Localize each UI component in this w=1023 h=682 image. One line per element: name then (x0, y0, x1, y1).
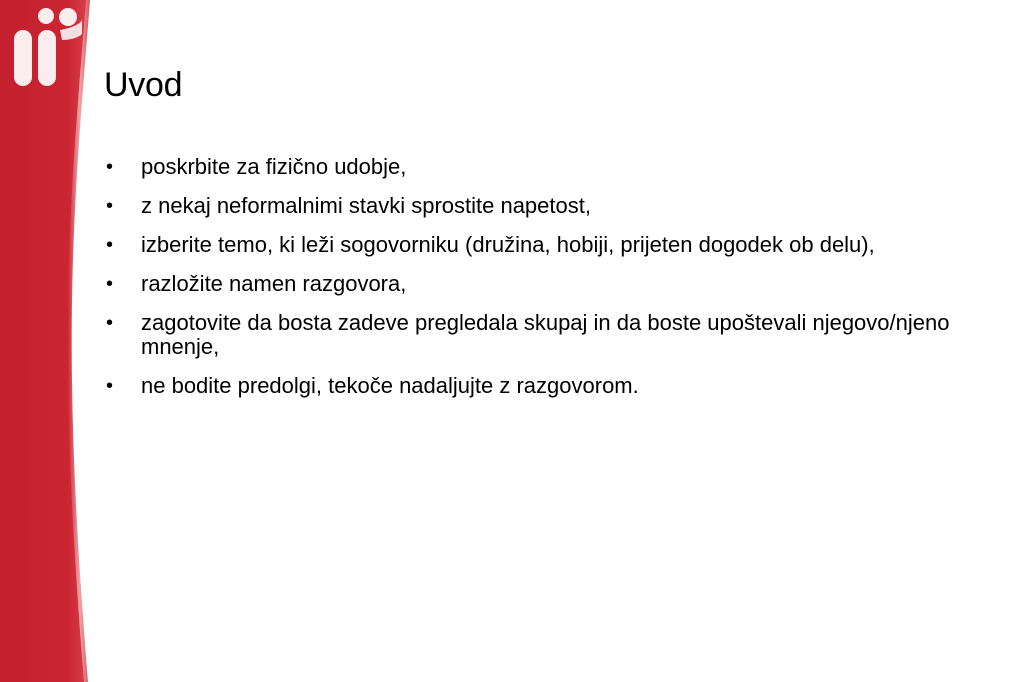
bullet-text: ne bodite predolgi, tekoče nadaljujte z razgovorom. (141, 373, 639, 398)
list-item (104, 194, 984, 218)
bullet-icon: • (106, 156, 114, 178)
list-item (104, 272, 984, 296)
logo-icon (10, 4, 84, 88)
bullet-icon: • (106, 195, 114, 217)
bullet-text: izberite temo, ki leži sogovorniku (družina, hobiji, prijeten dogodek ob delu), (141, 232, 875, 257)
list-item (104, 374, 984, 398)
bullet-text: poskrbite za fizično udobje, (141, 154, 407, 179)
bullet-icon: • (106, 375, 114, 397)
list-item (104, 233, 984, 257)
bullet-icon: • (106, 234, 114, 256)
bullet-icon: • (106, 312, 114, 334)
list-item (104, 155, 984, 179)
bullet-list (104, 155, 984, 413)
side-decoration-band (0, 0, 100, 682)
list-item (104, 311, 984, 359)
bullet-icon: • (106, 273, 114, 295)
bullet-text: zagotovite da bosta zadeve pregledala skupaj in da boste upoštevali njegovo/njeno mnenje, (141, 310, 950, 359)
bullet-text: z nekaj neformalnimi stavki sprostite napetost, (141, 193, 591, 218)
slide-title: Uvod (104, 66, 183, 104)
bullet-text: razložite namen razgovora, (141, 271, 407, 296)
